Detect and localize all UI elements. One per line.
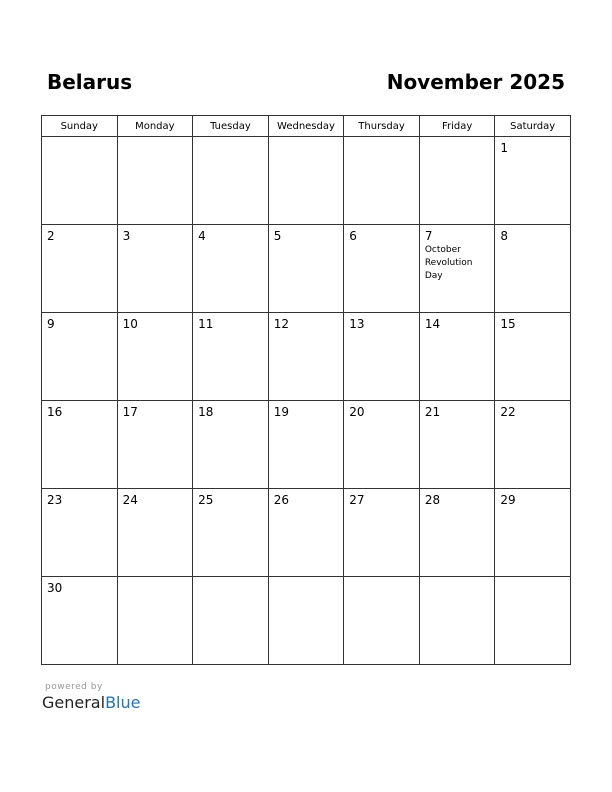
day-cell xyxy=(268,313,344,401)
weekday-saturday: Saturday xyxy=(495,116,571,137)
day-cell xyxy=(268,489,344,577)
day-number: 30 xyxy=(47,581,63,595)
day-cell xyxy=(344,225,420,313)
day-cell xyxy=(495,401,571,489)
day-cell xyxy=(193,313,269,401)
country-title: Belarus xyxy=(47,70,133,94)
day-cell xyxy=(117,137,193,225)
brand-blue: Blue xyxy=(105,693,141,712)
week-row xyxy=(42,137,571,225)
day-cell xyxy=(344,313,420,401)
day-cell xyxy=(117,225,193,313)
weekday-friday: Friday xyxy=(419,116,495,137)
holiday-label: October Revolution Day xyxy=(424,245,473,281)
week-row xyxy=(42,489,571,577)
footer-branding xyxy=(42,682,140,712)
day-number: 20 xyxy=(349,405,365,419)
day-cell xyxy=(117,313,193,401)
day-number: 29 xyxy=(500,493,516,507)
day-number: 3 xyxy=(122,229,131,243)
day-cell xyxy=(419,489,495,577)
day-cell xyxy=(344,489,420,577)
day-cell xyxy=(495,137,571,225)
day-cell xyxy=(495,225,571,313)
day-cell xyxy=(117,401,193,489)
day-cell xyxy=(419,401,495,489)
weekday-sunday: Sunday xyxy=(42,116,118,137)
day-number: 24 xyxy=(122,493,138,507)
day-number: 9 xyxy=(47,317,55,331)
day-cell xyxy=(42,137,118,225)
day-cell xyxy=(268,137,344,225)
day-cell xyxy=(419,577,495,665)
day-cell xyxy=(419,225,495,313)
day-cell xyxy=(42,225,118,313)
day-number: 8 xyxy=(500,229,509,243)
day-cell xyxy=(42,401,118,489)
brand-general: General xyxy=(42,693,106,712)
day-number: 15 xyxy=(500,317,516,331)
day-cell xyxy=(193,137,269,225)
day-number: 17 xyxy=(122,405,138,419)
day-cell xyxy=(419,313,495,401)
day-cell xyxy=(495,489,571,577)
day-cell xyxy=(117,489,193,577)
day-number: 11 xyxy=(198,317,214,331)
day-number: 14 xyxy=(424,317,441,331)
day-cell xyxy=(193,401,269,489)
day-number: 22 xyxy=(500,405,516,419)
week-row xyxy=(42,225,571,313)
day-number: 25 xyxy=(198,493,214,507)
day-number: 2 xyxy=(47,229,55,243)
day-number: 7 xyxy=(424,229,433,243)
powered-by-text: powered by xyxy=(45,682,103,692)
day-cell xyxy=(42,313,118,401)
day-number: 13 xyxy=(349,317,365,331)
day-number: 27 xyxy=(349,493,365,507)
week-row xyxy=(42,577,571,665)
day-cell xyxy=(419,137,495,225)
day-number: 10 xyxy=(122,317,138,331)
calendar-grid xyxy=(41,115,571,665)
week-row xyxy=(42,401,571,489)
day-number: 26 xyxy=(273,493,289,507)
day-number: 5 xyxy=(273,229,282,243)
day-number: 12 xyxy=(273,317,289,331)
weekday-header-row xyxy=(42,116,571,137)
day-cell xyxy=(344,577,420,665)
day-cell xyxy=(495,313,571,401)
day-cell xyxy=(268,225,344,313)
day-cell xyxy=(193,225,269,313)
month-year-title: November 2025 xyxy=(386,70,565,94)
weekday-tuesday: Tuesday xyxy=(193,116,269,137)
day-cell xyxy=(495,577,571,665)
weekday-thursday: Thursday xyxy=(344,116,420,137)
brand-logo xyxy=(42,693,140,712)
week-row xyxy=(42,313,571,401)
day-number: 16 xyxy=(47,405,63,419)
day-number: 4 xyxy=(198,229,206,243)
day-cell xyxy=(268,577,344,665)
day-cell xyxy=(344,401,420,489)
day-number: 18 xyxy=(198,405,214,419)
weekday-wednesday: Wednesday xyxy=(268,116,344,137)
weekday-monday: Monday xyxy=(117,116,193,137)
day-number: 1 xyxy=(500,141,509,155)
day-cell xyxy=(268,401,344,489)
day-number: 23 xyxy=(47,493,63,507)
day-cell xyxy=(193,489,269,577)
day-cell xyxy=(42,577,118,665)
day-cell xyxy=(344,137,420,225)
day-cell xyxy=(193,577,269,665)
day-number: 6 xyxy=(349,229,357,243)
day-cell xyxy=(117,577,193,665)
day-number: 28 xyxy=(424,493,441,507)
day-cell xyxy=(42,489,118,577)
day-number: 19 xyxy=(273,405,289,419)
day-number: 21 xyxy=(424,405,441,419)
